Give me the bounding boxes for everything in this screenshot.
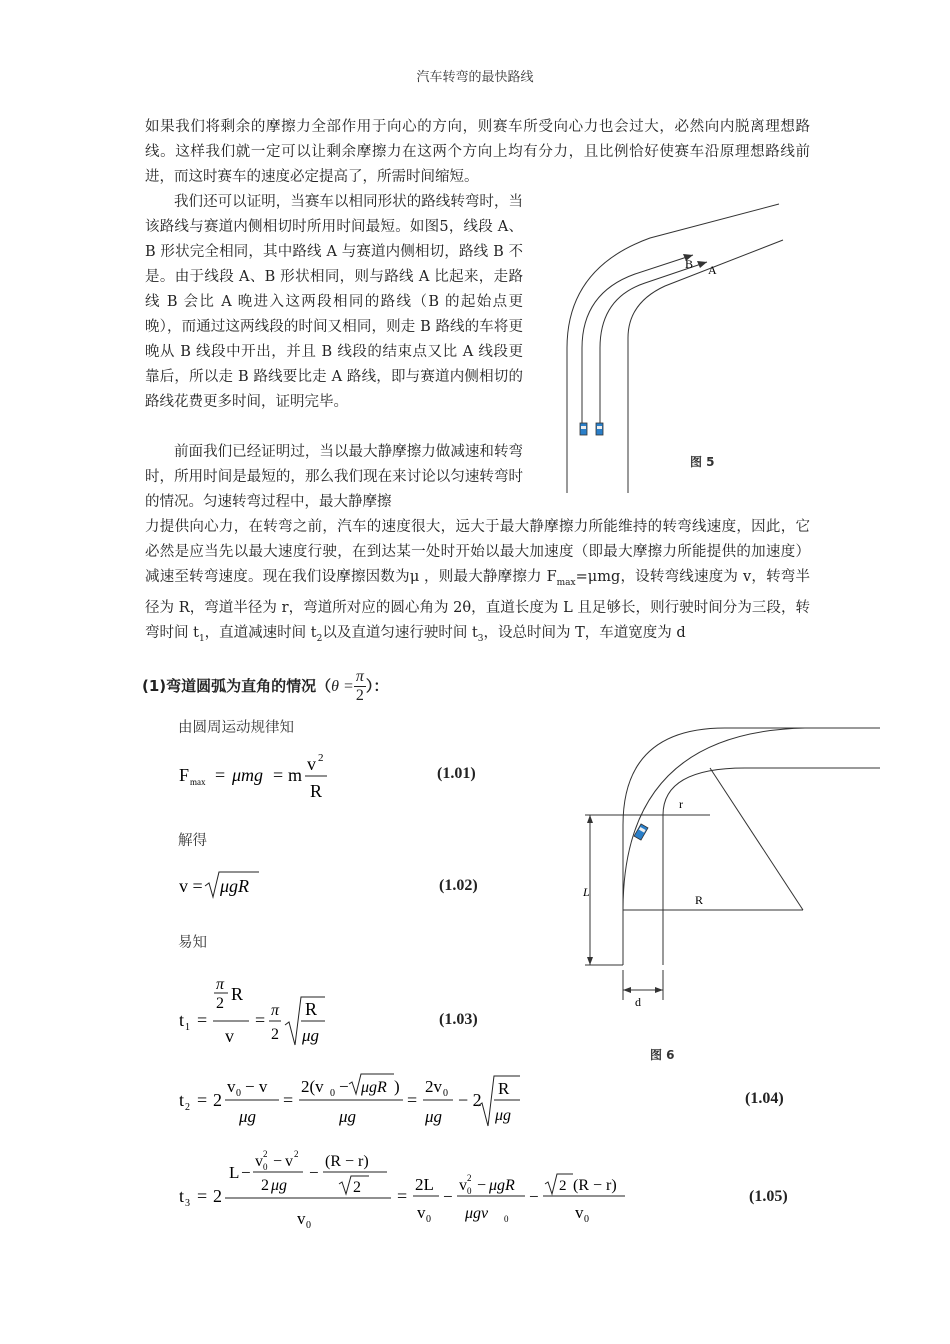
svg-text:2: 2 [261,1177,269,1194]
route-a-label: A [708,263,717,277]
svg-text:0: 0 [443,1088,448,1099]
svg-text:t: t [179,1010,185,1030]
svg-text:R: R [310,781,323,801]
svg-text:m: m [288,765,303,785]
svg-text:F: F [179,765,190,785]
figure-5-caption: 图 5 [690,455,715,469]
label-circular-motion: 由圆周运动规律知 [178,720,294,736]
route-a-line [600,262,707,423]
svg-text:μg: μg [339,1107,357,1126]
track-outer-edge [623,728,880,965]
equation-number-1-03: (1.03) [439,1011,478,1028]
svg-text:=: = [407,1090,418,1110]
svg-text:v: v [225,1026,234,1046]
svg-text:2: 2 [318,752,324,764]
svg-text:max: max [190,777,206,787]
svg-text:2: 2 [353,1179,361,1196]
svg-text:=: = [215,765,226,785]
equation-1-01 [175,748,345,804]
svg-text:v: v [417,1203,426,1222]
svg-text:v: v [307,754,316,774]
track-inner-edge [663,768,880,965]
svg-text:μgv: μgv [465,1205,489,1222]
svg-text:v: v [575,1203,584,1222]
svg-text:μg: μg [302,1026,320,1045]
svg-text:v: v [459,1177,467,1194]
route-b-label: B [685,257,694,271]
svg-text:2: 2 [559,1178,567,1194]
svg-text:μgR: μgR [361,1079,387,1096]
paragraph-3-continued: 力提供向心力，在转弯之前，汽车的速度很大，远大于最大静摩擦力所能维持的转弯线速度，因此，它必然是应当先以最大速度行驶，在到达某一处时开始以最大加速度（即最大摩擦力所能提供的加速度）减速至转弯速度。现在我们设摩擦因数为μ ，则最大静摩擦力 $F_{max}=\mu mg$，设转弯线速度为 v，转弯半径为 R，弯道半径为 r，弯道所对应的圆心角为 2θ，直道长度为 L 且足够长，则行驶时间分为三段，转弯时间 $t_1$，直道减速时间 $t_2$以及直道匀速行驶时间 $t_3$，设总时间为 T，车道宽度为 d [145,519,810,644]
svg-text:=: = [197,1186,208,1206]
label-easily-known: 易知 [178,935,207,951]
svg-text:π: π [216,976,225,993]
svg-text:0: 0 [306,1220,311,1231]
svg-text:0: 0 [330,1088,335,1099]
track-outer-edge [567,204,779,493]
svg-text:R: R [231,984,244,1004]
svg-text:1: 1 [185,1022,190,1033]
page-header-title: 汽车转弯的最快路线 [416,70,534,85]
label-d: d [635,995,641,1009]
equation-number-1-02: (1.02) [439,877,478,894]
svg-text:2: 2 [213,1186,222,1206]
svg-text:t: t [179,1090,185,1110]
svg-text:μg: μg [271,1177,288,1194]
svg-text:t: t [179,1186,185,1206]
label-L: L [583,885,590,899]
figure-5-diagram [555,198,795,498]
svg-text:=: = [273,765,284,785]
label-solve: 解得 [178,833,207,849]
car-icon [596,423,603,435]
svg-text:−: − [339,1077,349,1096]
svg-text:−: − [477,1177,487,1194]
svg-text:0: 0 [236,1088,241,1099]
car-icon [580,423,587,435]
svg-text:2: 2 [216,995,224,1012]
label-R: R [695,893,704,907]
equation-1-02 [175,868,295,904]
section-title: (1)弯道圆弧为直角的情况（θ = $\frac{\pi}{2}$ ）： [142,668,389,704]
label-r: r [679,797,683,811]
svg-text:0: 0 [504,1214,509,1224]
svg-text:− v: − v [245,1077,268,1096]
svg-text:(R − r): (R − r) [325,1153,369,1170]
svg-text:0: 0 [263,1162,268,1172]
svg-text:μgR: μgR [220,876,250,896]
svg-text:−: − [529,1187,539,1206]
svg-text:R: R [305,999,318,1019]
svg-text:2: 2 [271,1026,279,1043]
svg-text:−: − [443,1187,453,1206]
svg-text:π: π [271,1002,280,1019]
svg-text:v =: v = [179,876,203,896]
svg-text:=: = [397,1186,408,1206]
svg-text:μg: μg [495,1107,512,1124]
svg-text:=: = [197,1090,208,1110]
svg-text:v: v [297,1209,306,1228]
figure-6-diagram [555,720,885,1015]
svg-text:0: 0 [584,1214,589,1225]
svg-text:): ) [394,1077,400,1096]
equation-1-05 [175,1140,635,1235]
equation-number-1-05: (1.05) [749,1188,788,1205]
svg-text:μmg: μmg [232,765,264,785]
svg-text:2(v: 2(v [301,1077,324,1096]
svg-text:=: = [283,1090,294,1110]
paragraph-1: 如果我们将剩余的摩擦力全部作用于向心的方向，则赛车所受向心力也会过大，必然向内脱离理想路线。这样我们就一定可以让剩余摩擦力在这两个方向上均有分力，且比例恰好使赛车沿原理想路线前进，而这时赛车的速度必定提高了，所需时间缩短。 [145,119,810,185]
svg-text:−: − [273,1153,283,1170]
route-a-arrowhead [697,261,707,268]
svg-text:=: = [255,1010,266,1030]
svg-text:2: 2 [294,1149,299,1159]
svg-text:L: L [229,1163,240,1182]
svg-text:μg: μg [425,1107,443,1126]
route-b-line [582,255,693,423]
svg-text:2: 2 [213,1090,222,1110]
svg-text:v: v [255,1153,263,1170]
svg-text:−: − [241,1163,251,1182]
svg-text:(R − r): (R − r) [573,1177,617,1194]
paragraph-3-start: 前面我们已经证明过，当以最大静摩擦力做减速和转弯时，所用时间是最短的，那么我们现在来讨论以匀速转弯时的情况。匀速转弯过程中，最大静摩擦 [145,444,523,510]
radius-diagonal-line [710,768,803,910]
figure-6-caption: 图 6 [650,1048,675,1062]
svg-text:R: R [498,1079,510,1098]
equation-number-1-01: (1.01) [437,765,476,782]
equation-1-04 [175,1070,535,1130]
paragraph-2: 我们还可以证明，当赛车以相同形状的路线转弯时，当该路线与赛道内侧相切时所用时间最短。如图5，线段 A、B 形状完全相同，其中路线 A 与赛道内侧相切，路线 B 不是。由于线段 A、B 形状相同，则与路线 A 比起来，走路线 B 会比 A 晚进入这两段相同的路线（B 的起始点更晚），而通过这两线段的时间又相同，则走 B 路线的车将更晚从 B 线段中开出，并且 B 线段的结束点又比 A 线段更靠后，所以走 B 路线要比走 A 路线，即与赛道内侧相切的路线花费更多时间，证明完毕。 [145,194,523,410]
equation-1-03 [175,975,345,1055]
svg-text:μgR: μgR [489,1177,515,1194]
svg-text:=: = [197,1010,208,1030]
equation-number-1-04: (1.04) [745,1090,784,1107]
svg-text:2: 2 [467,1173,472,1183]
svg-text:2v: 2v [425,1077,442,1096]
svg-text:2: 2 [185,1102,190,1113]
svg-text:2L: 2L [415,1175,434,1194]
svg-text:0: 0 [467,1186,472,1196]
svg-text:− 2: − 2 [458,1090,482,1110]
svg-text:3: 3 [185,1198,190,1209]
svg-text:μg: μg [239,1107,257,1126]
svg-text:v: v [285,1153,293,1170]
svg-text:−: − [309,1163,319,1182]
svg-text:v: v [227,1077,236,1096]
racing-line-arc [623,728,805,910]
svg-text:2: 2 [263,1149,268,1159]
svg-text:0: 0 [426,1214,431,1225]
